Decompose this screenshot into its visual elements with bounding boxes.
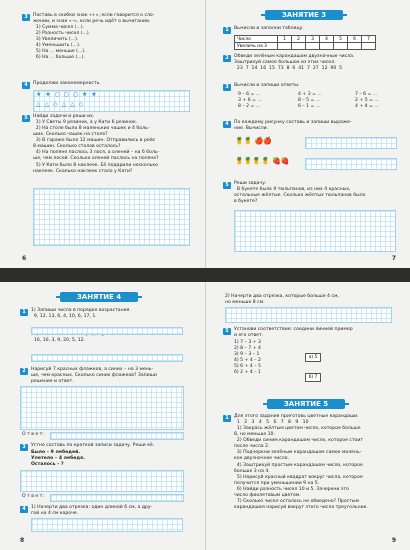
short-record: Было – 9 лебедей. <box>31 450 81 455</box>
task-number: 1 <box>20 309 28 316</box>
lesson-banner: ЗАНЯТИЕ 3 <box>265 10 343 20</box>
short-record: Улетело – 4 лебедя. <box>31 456 85 461</box>
fill-table[interactable] <box>234 35 376 50</box>
task-text: 1) Начерти два отрезка: один длиной 6 см, а дру- гой на 4 см короче. <box>31 505 153 517</box>
lesson-banner: ЗАНЯТИЕ 5 <box>267 399 345 409</box>
task-text: Устно составь по краткой записи задачу. Реши её. <box>31 443 155 448</box>
table-cell[interactable] <box>306 43 320 50</box>
table-cell: 2 <box>292 36 306 43</box>
answer-grid[interactable] <box>20 386 184 430</box>
answer-label: О т в е т: <box>22 432 44 437</box>
task-text: 2) Начерти два отрезка, которые больше 4 см, но меньше 8 см. <box>225 294 339 306</box>
task-text: Поставь в скобки знак «+», если говорится о сло- жении, и знак «–», если речь идёт о вычитании. 1) Сумма чисел (...). 2) Разность чисел (...). 3) Увеличить (...). 4) Уменьшить (...). 5) На ... меньше (...). 6) На ... больше (...). <box>33 13 155 61</box>
page-number: 8 <box>20 537 25 544</box>
pattern-row: △ △ ◇ △ △ ◇ <box>36 101 85 108</box>
table-cell[interactable] <box>278 43 292 50</box>
short-record: Осталось – ? <box>31 462 64 467</box>
pattern-row: ★ ★ ○ ○ ○ ★ ★ <box>36 91 98 98</box>
task-text: Продолжи закономерность. <box>33 81 101 86</box>
answer-grid[interactable] <box>305 158 397 170</box>
lesson-banner: ЗАНЯТИЕ 4 <box>60 292 138 302</box>
top-spread <box>0 0 410 268</box>
task-text: Вычисли и запиши ответы. <box>234 83 300 88</box>
table-cell[interactable] <box>292 43 306 50</box>
table-cell: 6 <box>348 36 362 43</box>
task-number: 1 <box>223 27 231 34</box>
task-text: Для этого задания приготовь цветные карандаши. 1 2 3 4 5 6 7 8 9 10 1) Закрась жёлтым цветом число, которое больше 8, но меньше 10. 2) Обведи синим карандашом число, которое стоит после числа 2. 3) Подчеркни зелёным карандашом самое малень- кое двузначное число. 4) Заштрихуй простым карандашом число, которое больше 3 на 4. 5) Нарисуй красный квадрат вокруг числа, которое получится при уменьшении 9 на 5. 6) Найди разность чисел 10 и 5. Зачеркни это число фиолетовым цветом. 7) Сколько чисел осталось не обведено? Простым карандашом нарисуй вокруг этого числа треугольник. <box>234 414 368 510</box>
task-number: 3 <box>22 14 30 21</box>
task-number: 5 <box>223 182 231 189</box>
table-cell[interactable] <box>320 43 334 50</box>
task-text: Обведи зелёным карандашом двузначные числа. Заштрихуй самое большое из этих чисел. 23 7 14 16 15 73 8 6 41 7 27 12 90 5 <box>234 54 355 72</box>
task-text: Вычисли и заполни таблицу. <box>234 26 304 31</box>
table-row-header: Увеличь на 3 <box>235 43 278 50</box>
task-number: 5 <box>22 115 30 122</box>
table-cell: 1 <box>278 36 292 43</box>
expression-column: 4 + 3 = ... 8 – 5 = ... 6 – 1 = ... <box>298 92 322 110</box>
page-6 <box>0 0 206 268</box>
table-cell: 5 <box>334 36 348 43</box>
page-7 <box>205 0 410 268</box>
answer-grid[interactable] <box>225 307 392 323</box>
task-number: 4 <box>20 506 28 513</box>
answer-grid[interactable] <box>50 432 184 440</box>
fruit-picture: 🍍🍍🍍🍍 🍓🍓 <box>235 157 290 165</box>
match-examples: 1) 7 – 3 + 3 2) 8 – 7 + 4 3) 9 – 3 – 1 4) 5 + 4 – 2 5) 6 + 4 – 5 6) 2 + 4 – 1 <box>234 340 261 376</box>
table-cell[interactable] <box>348 43 362 50</box>
page-number: 7 <box>391 255 396 262</box>
table-cell: 4 <box>320 36 334 43</box>
task-text: По каждому рисунку составь и запиши выраже- ние. Вычисли. <box>234 120 352 132</box>
task-text: Нарисуй 7 красных флажков, а синих – на 3 мень- ше, чем красных. Сколько синих флажков? Запиши решение и ответ. <box>31 367 157 385</box>
expression-column: 7 – 6 = ... 2 + 5 = ... 4 + 4 = ... <box>355 92 379 110</box>
task-number: 4 <box>22 82 30 89</box>
page-number: 6 <box>22 255 27 262</box>
answer-grid[interactable] <box>20 470 184 492</box>
task-number: 2 <box>20 368 28 375</box>
answer-grid[interactable] <box>234 210 396 252</box>
answer-grid[interactable] <box>31 354 183 362</box>
page-number: 9 <box>391 537 396 544</box>
task-text: 1) Запиши числа в порядке возрастания. 9, 12, 13, 6, 4, 10, 6, 17, 1. 16, 10, 3, 9, 20, 5, 12. <box>31 308 131 344</box>
table-row-header: Число <box>235 36 278 43</box>
task-number: 4 <box>223 121 231 128</box>
answer-grid[interactable] <box>31 327 183 335</box>
table-cell: 3 <box>306 36 320 43</box>
page-8 <box>0 282 206 550</box>
answer-grid[interactable] <box>31 518 183 532</box>
table-cell[interactable] <box>362 43 376 50</box>
table-cell: 7 <box>362 36 376 43</box>
answer-grid[interactable] <box>305 137 397 149</box>
answer-grid[interactable] <box>33 188 190 246</box>
task-number: 2 <box>223 55 231 62</box>
task-text: Реши задачу. В букете было 9 тюльпанов, из них 4 красных, остальные жёлтые. Сколько жёлтых тюльпанов было в букете? <box>234 181 366 205</box>
page-9 <box>205 282 410 550</box>
bottom-spread <box>0 282 410 550</box>
fruit-picture: 🍍🍍 🍎🍎 <box>235 137 273 145</box>
task-text: Установи соответствие: соедини линией пример и его ответ. <box>234 327 353 339</box>
expression-column: 9 – 6 = ... 3 + 6 = ... 8 – 2 = ... <box>238 92 262 110</box>
task-number: 3 <box>223 84 231 91</box>
match-answer-box[interactable]: а) 5 <box>305 353 321 362</box>
answer-grid[interactable] <box>50 494 184 502</box>
table-cell[interactable] <box>334 43 348 50</box>
match-answer-box[interactable]: б) 7 <box>305 373 321 382</box>
task-number: 1 <box>223 415 231 422</box>
answer-label: О т в е т: <box>22 494 44 499</box>
task-number: 3 <box>20 444 28 451</box>
task-number: 5 <box>223 328 231 335</box>
task-text: Найди задачи и реши их. 1) У Светы 9 резинок, а у Кати 6 резинок. 2) На столе было 8 маленьких чашек и 4 боль- ших. Сколько чашек на столе? 3) В гараже было 12 машин. Отправились в рейс 8 машин. Сколько столов осталось? 4) На поляне паслось 3 лося, а оленей – на 6 боль- ше, чем лосей. Сколько оленей паслось на поляне? 5) У Кати было 8 наклеек. Её подарили несколько наклеек. Сколько наклеек стало у Кати? <box>33 114 160 174</box>
